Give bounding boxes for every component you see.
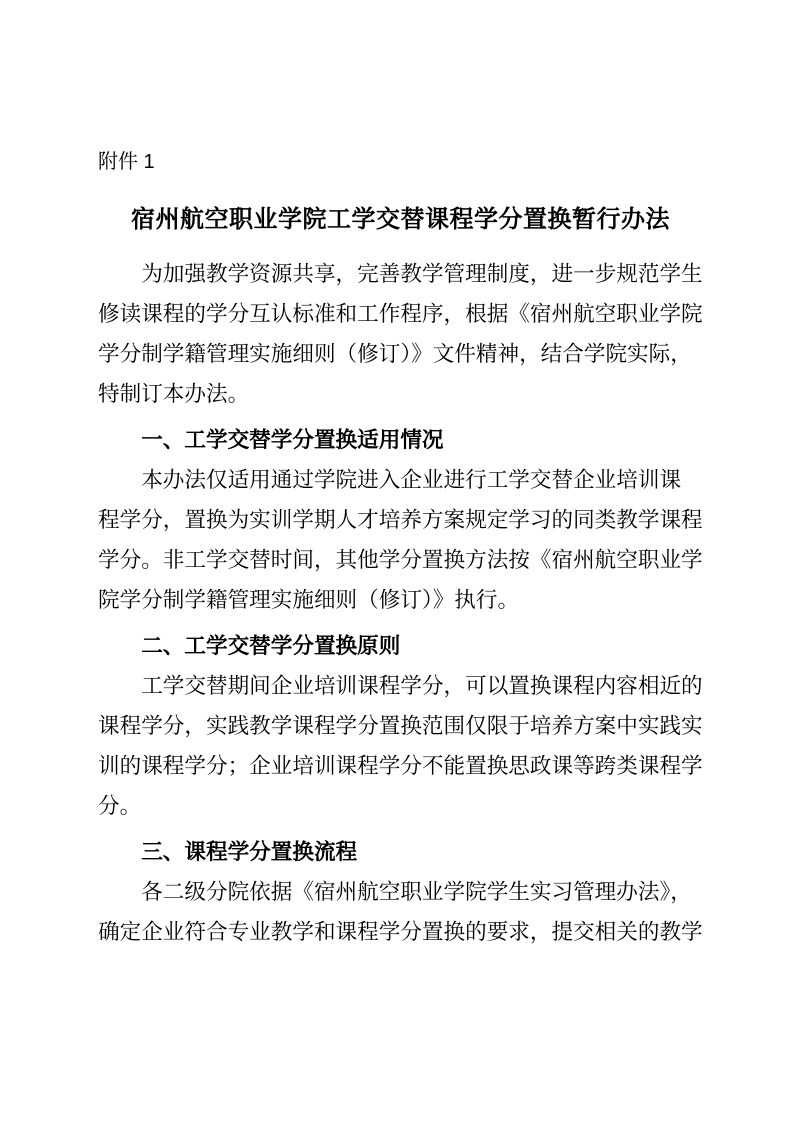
section-heading: 一、工学交替学分置换适用情况 — [141, 428, 444, 452]
paragraph-line: 分。 — [98, 794, 142, 818]
paragraph-line: 课程学分，实践教学课程学分置换范围仅限于培养方案中实践实 — [98, 714, 703, 738]
paragraph-line: 训的课程学分；企业培训课程学分不能置换思政课等跨类课程学 — [98, 754, 703, 778]
document-title: 宿州航空职业学院工学交替课程学分置换暂行办法 — [131, 207, 670, 233]
paragraph — [98, 254, 703, 414]
paragraph-line: 本办法仅适用通过学院进入企业进行工学交替企业培训课 — [141, 468, 682, 492]
paragraph — [98, 460, 703, 620]
paragraph-line: 学分。非工学交替时间，其他学分置换方法按《宿州航空职业学 — [98, 548, 703, 572]
paragraph-line: 工学交替期间企业培训课程学分，可以置换课程内容相近的 — [141, 674, 703, 698]
section-heading: 二、工学交替学分置换原则 — [141, 634, 401, 658]
section-heading: 三、课程学分置换流程 — [141, 840, 358, 864]
paragraph-line: 特制订本办法。 — [98, 382, 250, 406]
paragraph-line: 院学分制学籍管理实施细则（修订）》执行。 — [98, 588, 520, 612]
attachment-label: 附件 1 — [98, 151, 155, 173]
paragraph-line: 修读课程的学分互认标准和工作程序，根据《宿州航空职业学院 — [98, 302, 703, 326]
paragraph — [98, 872, 703, 952]
paragraph — [98, 666, 703, 826]
paragraph-line: 各二级分院依据《宿州航空职业学院学生实习管理办法》， — [141, 880, 692, 904]
paragraph-line: 确定企业符合专业教学和课程学分置换的要求，提交相关的教学 — [98, 920, 703, 944]
paragraph-line: 学分制学籍管理实施细则（修订）》文件精神，结合学院实际， — [98, 342, 692, 366]
document-body — [98, 254, 703, 952]
paragraph-line: 为加强教学资源共享，完善教学管理制度，进一步规范学生 — [141, 262, 703, 286]
paragraph-line: 程学分，置换为实训学期人才培养方案规定学习的同类教学课程 — [98, 508, 703, 532]
